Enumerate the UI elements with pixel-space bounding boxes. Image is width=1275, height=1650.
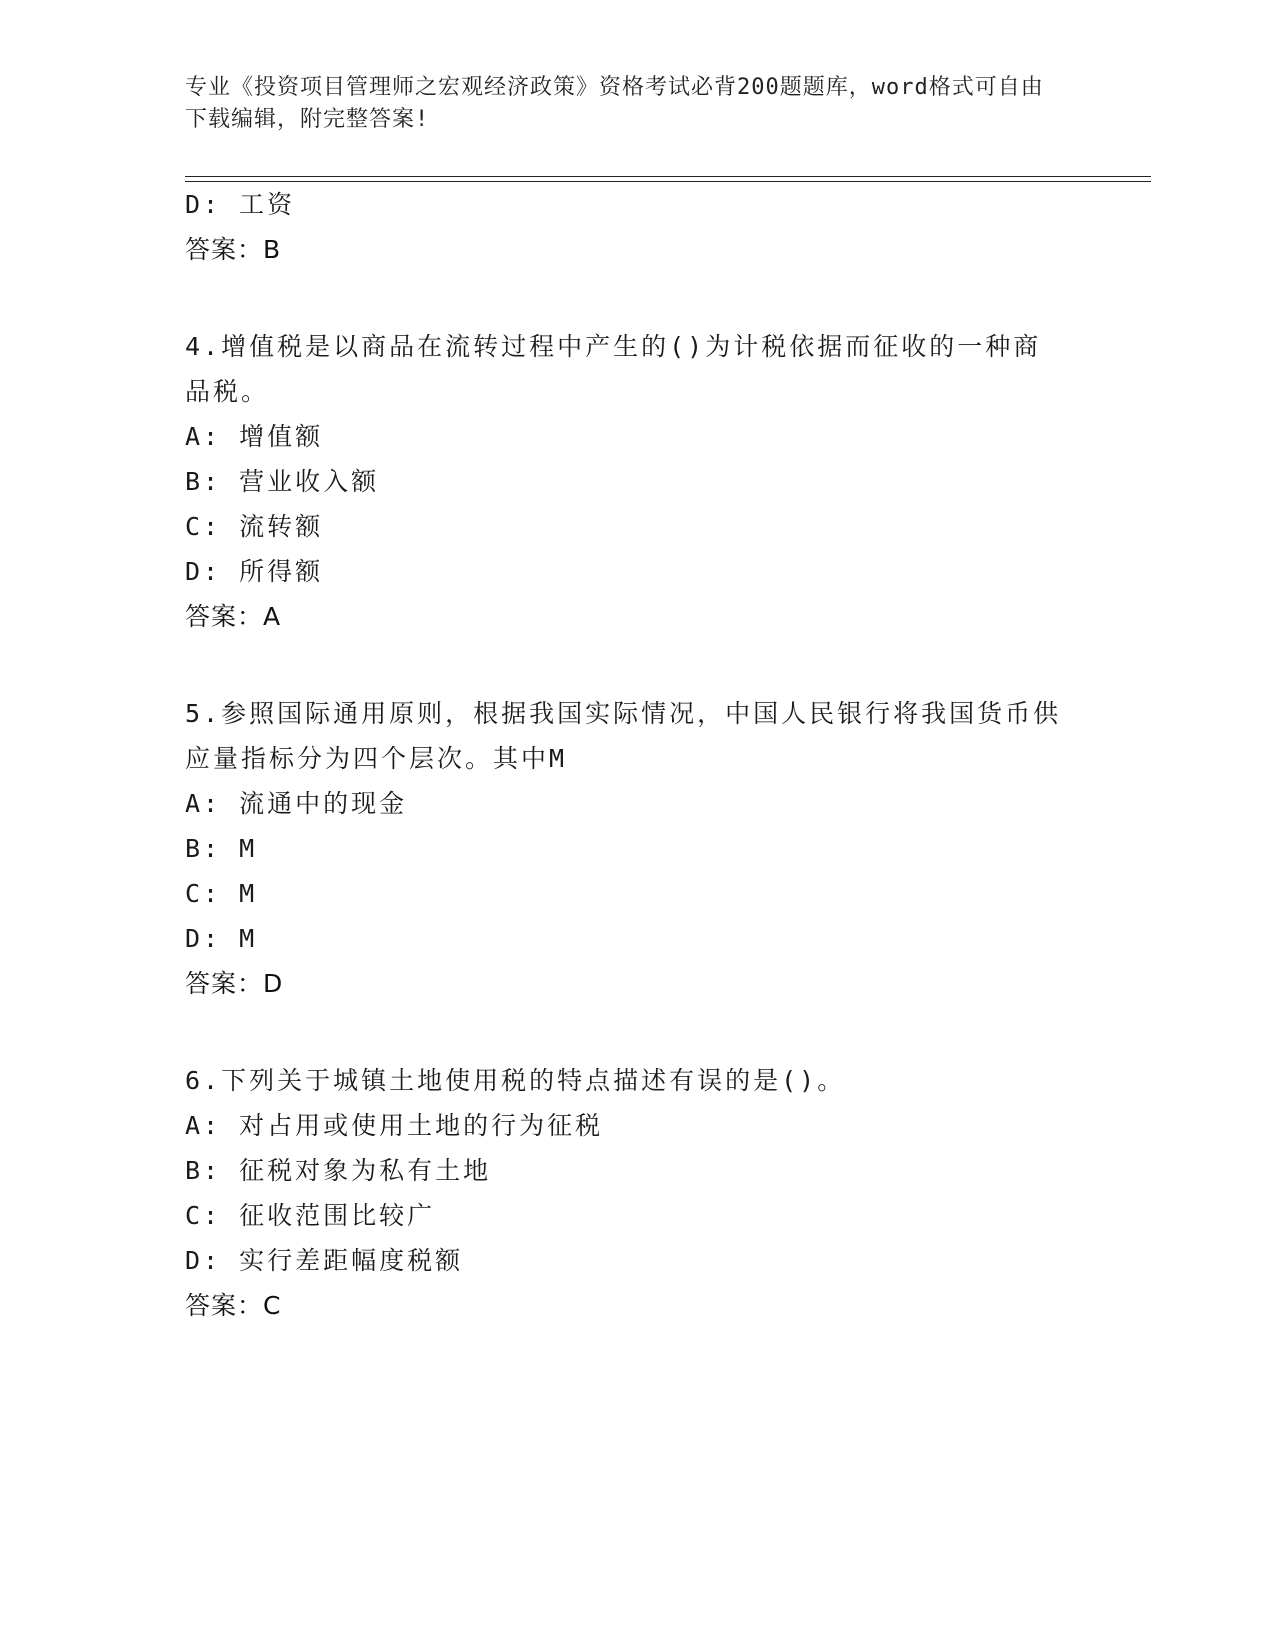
option-b: B: 营业收入额 xyxy=(185,467,380,496)
answer-line: 答案：D xyxy=(185,969,284,998)
option-a: A: 增值额 xyxy=(185,422,324,451)
question-stem: 6.下列关于城镇土地使用税的特点描述有误的是()。 xyxy=(185,1066,846,1095)
question-6 xyxy=(185,1058,1065,1321)
option-a: A: 对占用或使用土地的行为征税 xyxy=(185,1111,604,1140)
option-c: C: 征收范围比较广 xyxy=(185,1201,436,1230)
option-c: C: M xyxy=(185,879,258,908)
question-content xyxy=(185,190,1065,1336)
option-b: B: M xyxy=(185,834,258,863)
answer-line: 答案：B xyxy=(185,235,282,264)
answer-line: 答案：C xyxy=(185,1291,282,1320)
answer-line: 答案：A xyxy=(185,602,282,631)
option-b: B: 征税对象为私有土地 xyxy=(185,1156,492,1185)
spacer xyxy=(185,647,1065,691)
spacer xyxy=(185,280,1065,324)
option-d: D: 工资 xyxy=(185,190,296,219)
header-divider-top xyxy=(185,176,1151,177)
question-4 xyxy=(185,324,1065,632)
header-divider-bottom xyxy=(185,181,1151,182)
question-stem: 5.参照国际通用原则，根据我国实际情况，中国人民银行将我国货币供应量指标分为四个层次。其中M xyxy=(185,699,1062,773)
option-d: D: 实行差距幅度税额 xyxy=(185,1246,464,1275)
question-3-tail xyxy=(185,190,1065,265)
question-stem: 4.增值税是以商品在流转过程中产生的()为计税依据而征收的一种商品税。 xyxy=(185,332,1042,406)
option-c: C: 流转额 xyxy=(185,512,324,541)
document-header: 专业《投资项目管理师之宏观经济政策》资格考试必背200题题库，word格式可自由下载编辑，附完整答案! xyxy=(185,75,1044,132)
option-a: A: 流通中的现金 xyxy=(185,789,408,818)
question-5 xyxy=(185,691,1065,999)
spacer xyxy=(185,1014,1065,1058)
option-d: D: 所得额 xyxy=(185,557,324,586)
option-d: D: M xyxy=(185,924,258,953)
